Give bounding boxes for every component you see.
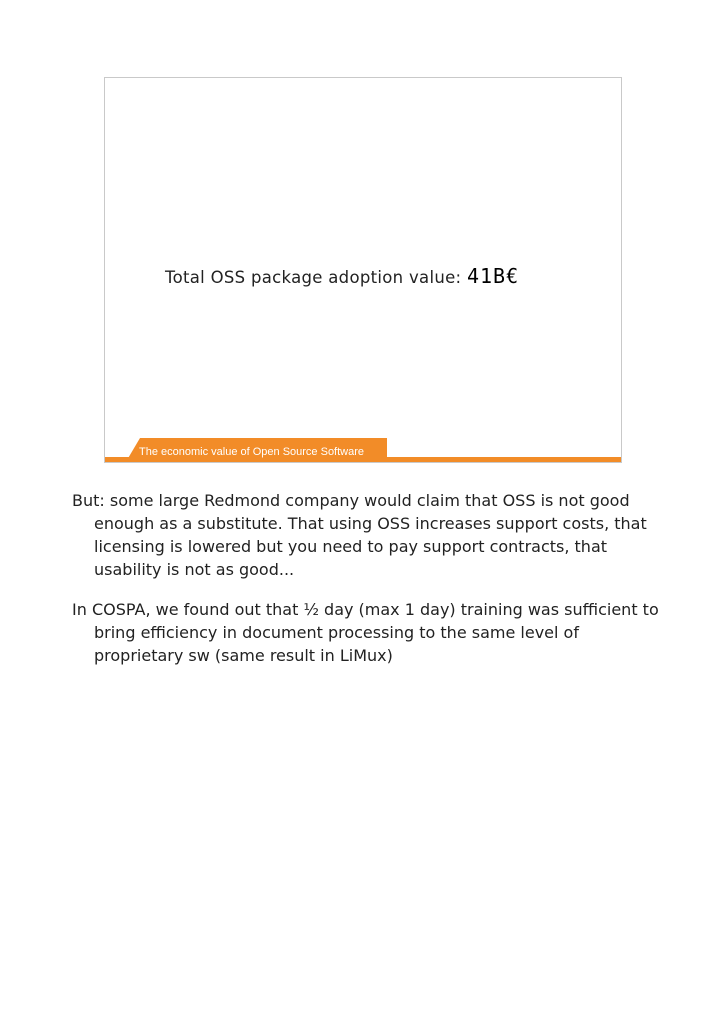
footer-title: The economic value of Open Source Software: [139, 446, 365, 458]
notes-paragraph: In COSPA, we found out that ½ day (max 1 day) training was sufficient to bring efficiency in document processing to the same level of proprietary sw (same result in LiMux): [72, 600, 659, 665]
speaker-notes: [72, 489, 672, 684]
slide-main-text: Total OSS package adoption value:: [165, 268, 467, 287]
slide-main-statement: [165, 264, 519, 288]
notes-paragraph: But: some large Redmond company would claim that OSS is not good enough as a substitute. That using OSS increases support costs, that licensing is lowered but you need to pay support contracts, that usability is not as good...: [72, 491, 647, 579]
slide-main-value: 41B€: [466, 264, 520, 288]
slide-frame: [104, 77, 622, 463]
